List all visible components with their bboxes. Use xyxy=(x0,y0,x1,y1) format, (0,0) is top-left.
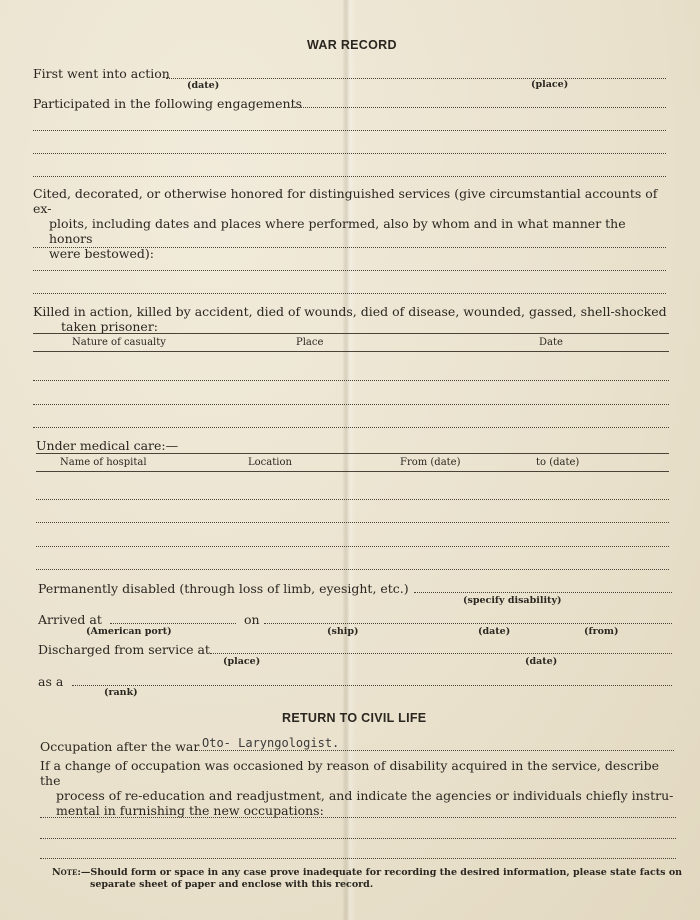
casualty-col-nature: Nature of casualty xyxy=(72,337,166,348)
as-a-label: as a xyxy=(38,674,64,689)
first-action-field[interactable] xyxy=(166,78,666,79)
arrived-on-label: on xyxy=(244,612,260,627)
engagements-field-4[interactable] xyxy=(33,176,666,177)
cited-field-2[interactable] xyxy=(33,270,666,271)
arrived-at-label: Arrived at xyxy=(38,612,102,627)
disabled-label: Permanently disabled (through loss of limb, eyesight, etc.) xyxy=(38,581,409,596)
medical-table-top-rule xyxy=(36,453,669,454)
note-line-1: Should form or space in any case prove inadequate for recording the desired information, please state facts on xyxy=(90,867,683,878)
casualty-col-place: Place xyxy=(296,337,324,348)
occupation-value: Oto- Laryngologist. xyxy=(202,736,340,750)
occupation-label: Occupation after the war xyxy=(40,739,200,754)
change-field-2[interactable] xyxy=(40,838,676,839)
medical-row-4[interactable] xyxy=(36,569,669,570)
medical-col-to: to (date) xyxy=(536,457,580,468)
engagements-field-3[interactable] xyxy=(33,153,666,154)
casualty-text-line-2: taken prisoner: xyxy=(61,319,159,334)
rank-field[interactable] xyxy=(72,685,672,686)
first-action-date-label: (date) xyxy=(187,80,220,91)
medical-row-1[interactable] xyxy=(36,499,669,500)
cited-field-1[interactable] xyxy=(33,247,666,248)
discharged-field[interactable] xyxy=(210,653,672,654)
specify-disability-label: (specify disability) xyxy=(463,595,562,606)
cited-text-line-3: were bestowed): xyxy=(49,246,154,261)
casualty-row-3[interactable] xyxy=(33,427,669,428)
change-text-line-2: process of re-education and readjustment, and indicate the agencies or individuals chiefly instru- xyxy=(56,788,674,803)
casualty-row-2[interactable] xyxy=(33,404,669,405)
casualty-text-line-1: Killed in action, killed by accident, died of wounds, died of disease, wounded, gassed, shell-shocked xyxy=(33,304,667,319)
medical-row-2[interactable] xyxy=(36,522,669,523)
medical-care-label: Under medical care:— xyxy=(36,438,179,453)
american-port-label: (American port) xyxy=(86,626,172,637)
change-field-1[interactable] xyxy=(40,817,676,818)
cited-paragraph xyxy=(33,186,673,261)
war-record-heading: WAR RECORD xyxy=(307,38,397,52)
casualty-table-top-rule xyxy=(33,333,669,334)
note-line-2: separate sheet of paper and enclose with this record. xyxy=(90,879,374,890)
change-text-line-3: mental in furnishing the new occupations: xyxy=(56,803,324,818)
footnote xyxy=(52,867,682,891)
note-prefix: Note:— xyxy=(52,867,91,878)
change-text-line-1: If a change of occupation was occasioned by reason of disability acquired in the service, describe the xyxy=(40,758,660,788)
casualty-paragraph xyxy=(33,304,673,334)
arrived-date-label: (date) xyxy=(478,626,511,637)
disabled-field[interactable] xyxy=(414,592,672,593)
from-label: (from) xyxy=(584,626,619,637)
change-field-3[interactable] xyxy=(40,858,676,859)
casualty-table-header-rule xyxy=(33,351,669,352)
discharged-label: Discharged from service at xyxy=(38,642,210,657)
medical-col-hospital: Name of hospital xyxy=(60,457,147,468)
civil-life-heading: RETURN TO CIVIL LIFE xyxy=(282,711,427,725)
engagements-label: Participated in the following engagements xyxy=(33,96,303,111)
casualty-row-1[interactable] xyxy=(33,380,669,381)
engagements-field-1[interactable] xyxy=(288,107,666,108)
cited-text-line-2: ploits, including dates and places where performed, also by whom and in what manner the honors xyxy=(49,216,626,246)
medical-col-from: From (date) xyxy=(400,457,461,468)
engagements-field-2[interactable] xyxy=(33,130,666,131)
medical-col-location: Location xyxy=(248,457,292,468)
cited-text-line-1: Cited, decorated, or otherwise honored for distinguished services (give circumstantial accounts of ex- xyxy=(33,186,658,216)
occupation-field[interactable] xyxy=(196,750,674,751)
change-paragraph xyxy=(40,758,680,818)
rank-label: (rank) xyxy=(104,687,138,698)
medical-table-header-rule xyxy=(36,471,669,472)
casualty-col-date: Date xyxy=(539,337,563,348)
arrived-port-field[interactable] xyxy=(110,623,236,624)
arrived-details-field[interactable] xyxy=(264,623,672,624)
discharged-date-label: (date) xyxy=(525,656,558,667)
cited-field-3[interactable] xyxy=(33,293,666,294)
medical-row-3[interactable] xyxy=(36,546,669,547)
first-action-label: First went into action xyxy=(33,66,170,81)
ship-label: (ship) xyxy=(327,626,359,637)
discharged-place-label: (place) xyxy=(223,656,261,667)
first-action-place-label: (place) xyxy=(531,79,569,90)
